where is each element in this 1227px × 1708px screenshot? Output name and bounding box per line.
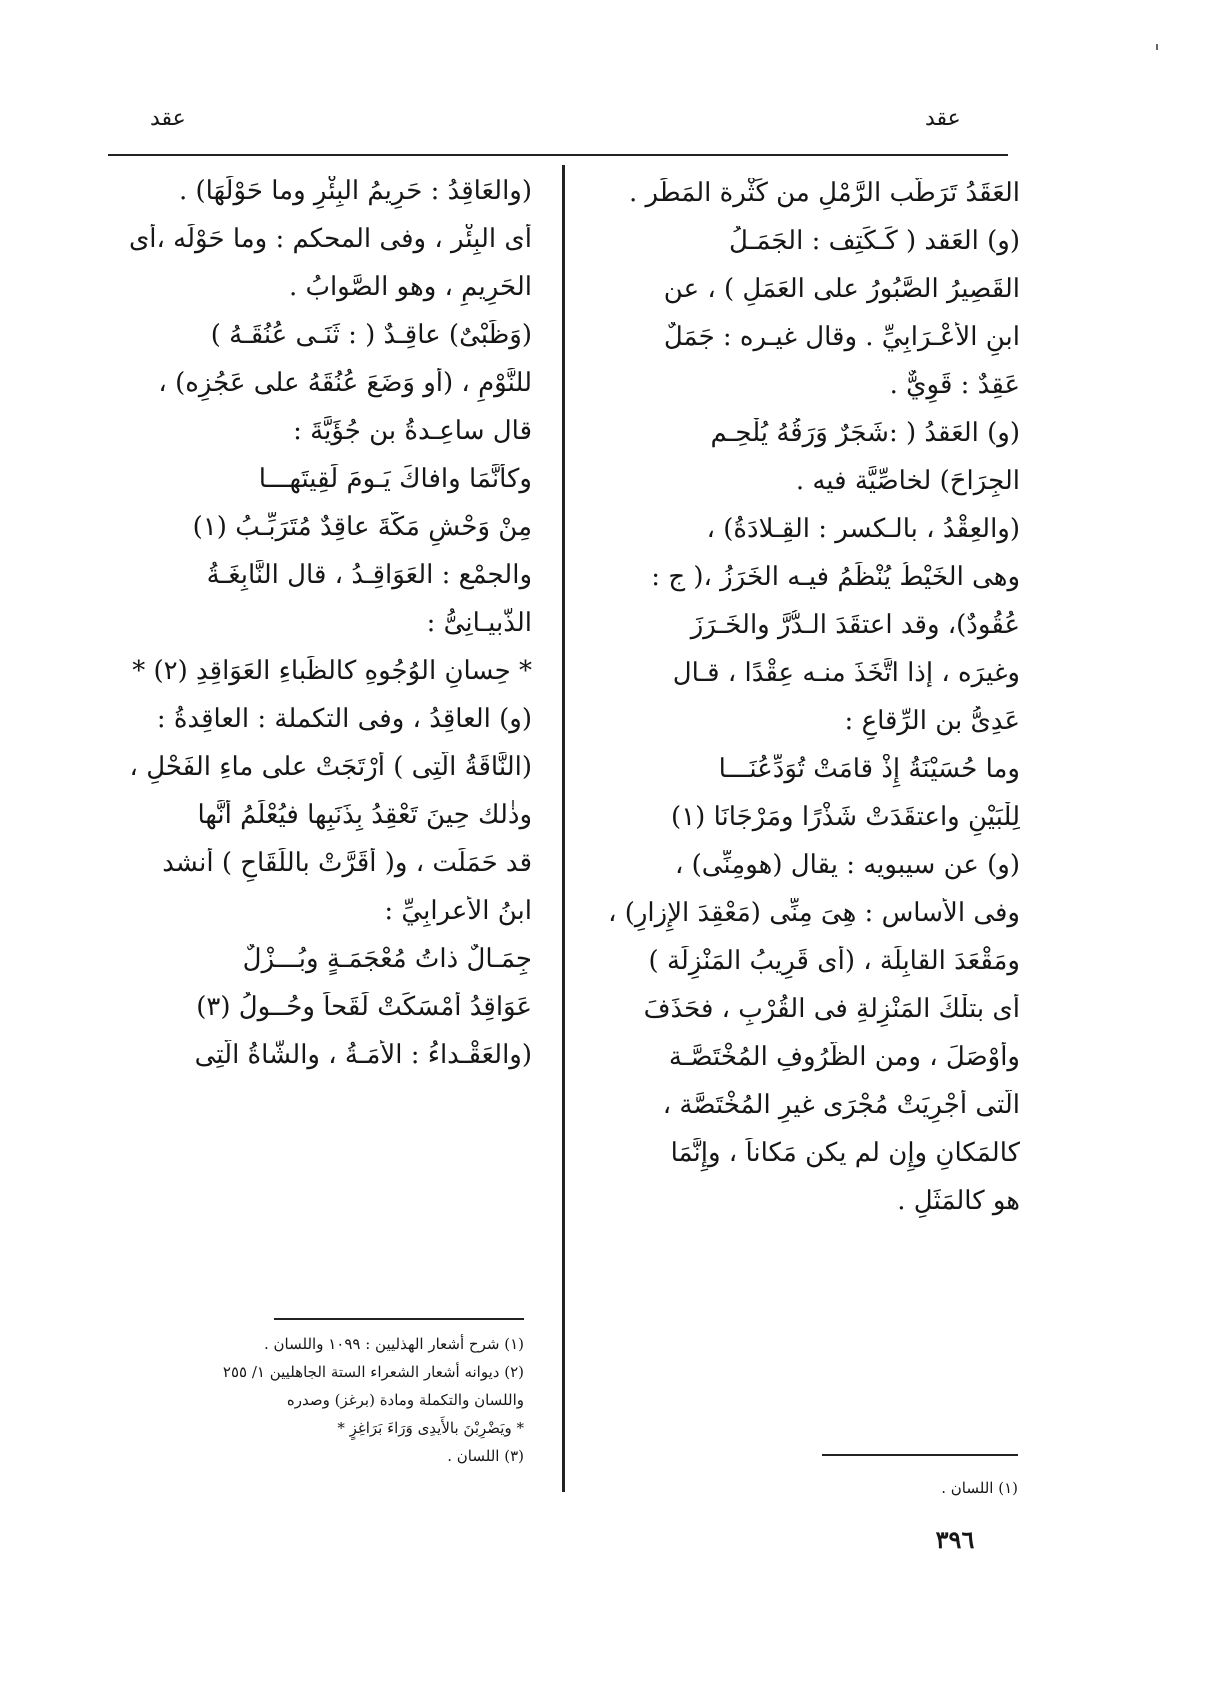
text-line: والجمْع : العَوَاقِـدُ ، قال النَّابِغَـةُ (206, 560, 532, 590)
footnote: (١) شرح أشعار الهذليين : ١٠٩٩ واللسان . (263, 1335, 524, 1353)
text-line: قد حَمَلَت ، و( أَقَرَّتْ باللِّقَاحِ ) أَنشد (162, 848, 532, 878)
footnote: (١) اللسان . (941, 1479, 1018, 1497)
verse-line: عَوَاقِدُ أَمْسَكَتْ لَقَحاً وحُــولُ (٣) (196, 992, 532, 1022)
text-line: وهى الخَيْطُ يُنْظَمُ فيـه الخَرَزُ ،( ج : (651, 562, 1020, 592)
text-line: ابنُ الأَعرابِيِّ : (384, 896, 532, 926)
verse-line: مِنْ وَحْشِ مَكَّةَ عاقِدٌ مُتَرَبِّـبُ (١) (192, 512, 532, 542)
running-header-left: عقد (150, 106, 186, 131)
footnote: واللسان والتكملة ومادة (برغز) وصدره (286, 1391, 524, 1409)
text-line: قال ساعِـدةُ بن جُؤَيَّةَ : (293, 416, 532, 446)
text-line: ابنِ الأَعْـرَابِيِّ . وقال غيـره : جَمَلٌ (663, 322, 1020, 352)
running-header-right: عقد (925, 106, 961, 131)
text-line: وغيرَه ، إذا اتَّخَذَ منـه عِقْدًا ، قـال (672, 658, 1020, 688)
text-line: عَدِىُّ بن الرِّقاعِ : (844, 706, 1020, 736)
text-line: الَّتى أُجْرِيَتْ مُجْرَى غيرِ المُخْتَصَّة ، (662, 1090, 1020, 1120)
text-line: وأَوْصَلَ ، ومن الظُّرُوفِ المُخْتَصَّـة (668, 1042, 1020, 1072)
text-line: (و) العاقِدُ ، وفى التكملة : العاقِدةُ : (156, 704, 532, 734)
scan-speck (1156, 44, 1158, 50)
text-line: وفى الأَساس : هِىَ مِنِّى (مَعْقِدَ الإِزارِ) ، (608, 898, 1020, 928)
text-line: (و) العَقدُ ( :شَجَرٌ وَرَقُهُ يُلْحِـم (710, 418, 1020, 448)
verse-line: لِلْبَيْنِ واعتقَدَتْ شَذْرًا ومَرْجَانَا (١) (671, 802, 1020, 832)
text-line: (والعَاقِدُ : حَرِيمُ البِئْرِ وما حَوْلَهَا) . (178, 176, 532, 206)
footnotes-right (822, 1474, 1018, 1502)
footnote: (٣) اللسان . (447, 1447, 524, 1465)
text-line: أَى البِئْر ، وفى المحكم : وما حَوْلَه ،أَى (128, 224, 532, 254)
text-line: الحَرِيمِ ، وهو الصَّوابُ . (288, 272, 532, 302)
header-rule (108, 154, 1008, 156)
text-line: العَقَدُ تَرَطُّب الرَّمْلِ من كَثْرة المَطَر . (628, 178, 1020, 208)
text-line: عَقِدٌ : قَوِيٌّ . (889, 370, 1020, 400)
text-line: (وَظَبْىٌ) عاقِـدٌ ( : ثَنَـى عُنُقَـهُ ) (210, 320, 532, 350)
text-line: للنَّوْمِ ، (أَو وَضَعَ عُنُقَهُ على عَجُزِه) ، (158, 368, 532, 398)
text-line: كالمَكانِ وإِن لم يكن مَكاناً ، وإِنَّمَا (670, 1138, 1020, 1168)
text-line: أَى بتلْكَ المَنْزِلةِ فى القُرْبِ ، فحَذَفَ (643, 994, 1020, 1024)
verse-line: وكأَنَّمَا وافاكَ يَـومَ لَقِيتَهـــا (258, 464, 532, 494)
column-divider (562, 165, 565, 1492)
text-line: وذٰلك حِينَ تَعْقِدُ بِذَنَبِها فيُعْلَمُ أَنَّها (197, 800, 532, 830)
text-line: (والعِقْدُ ، بالـكسر : القِـلادَةُ) ، (706, 514, 1020, 544)
text-line: ومَقْعَدَ القابِلَة ، (أَى قَرِيبُ المَنْزِلَة ) (648, 946, 1020, 976)
text-line: عُقُودٌ)، وقد اعتقَدَ الـدُّرَّ والخَـرَزَ (690, 610, 1020, 640)
footnote: * ويَضْرِبْنَ بالأَيدِى وَرَاءَ بَرَاغِزٍ * (337, 1419, 524, 1437)
text-line: الجِرَاحَ) لخاصِّيَّة فيه . (795, 466, 1020, 496)
verse-line: وما حُسَيْنَةُ إِذْ قامَتْ تُوَدِّعُنَـــا (718, 754, 1020, 784)
text-line: الذُّبيـانِىُّ : (426, 608, 532, 638)
verse-line: جِمَـالٌ ذاتُ مُعْجَمَـةٍ وبُـــزْلٌ (242, 944, 532, 974)
footnotes-left (90, 1330, 524, 1470)
left-column (90, 176, 532, 1088)
verse-line: * حِسانِ الوُجُوهِ كالظِّباءِ العَوَاقِدِ (٢) * (132, 656, 532, 686)
footnote-rule-right (822, 1454, 1018, 1456)
text-line: (و) العَقد ( كَـكَتِف : الجَمَـلُ (729, 226, 1020, 256)
right-column (590, 178, 1020, 1234)
page-number: ٣٩٦ (935, 1525, 975, 1554)
footnote: (٢) ديوانه أشعار الشعراء الستة الجاهليين ١/ ٢٥٥ (222, 1363, 524, 1381)
text-line: هو كالمَثَلِ . (897, 1186, 1020, 1216)
text-line: (و) عن سيبويه : يقال (هومِنِّى) ، (674, 850, 1020, 880)
text-line: (النَّاقَةُ الَّتِى ) أَرْتَجَتْ على ماءِ الفَحْلِ ، (129, 752, 532, 782)
text-line: القَصِيرُ الصَّبُورُ على العَمَلِ ) ، عن (663, 274, 1020, 304)
footnote-rule-left (274, 1318, 524, 1320)
text-line: (والعَقْـداءُ : الأَمَـةُ ، والشَّاةُ الَّتِى (194, 1040, 532, 1070)
